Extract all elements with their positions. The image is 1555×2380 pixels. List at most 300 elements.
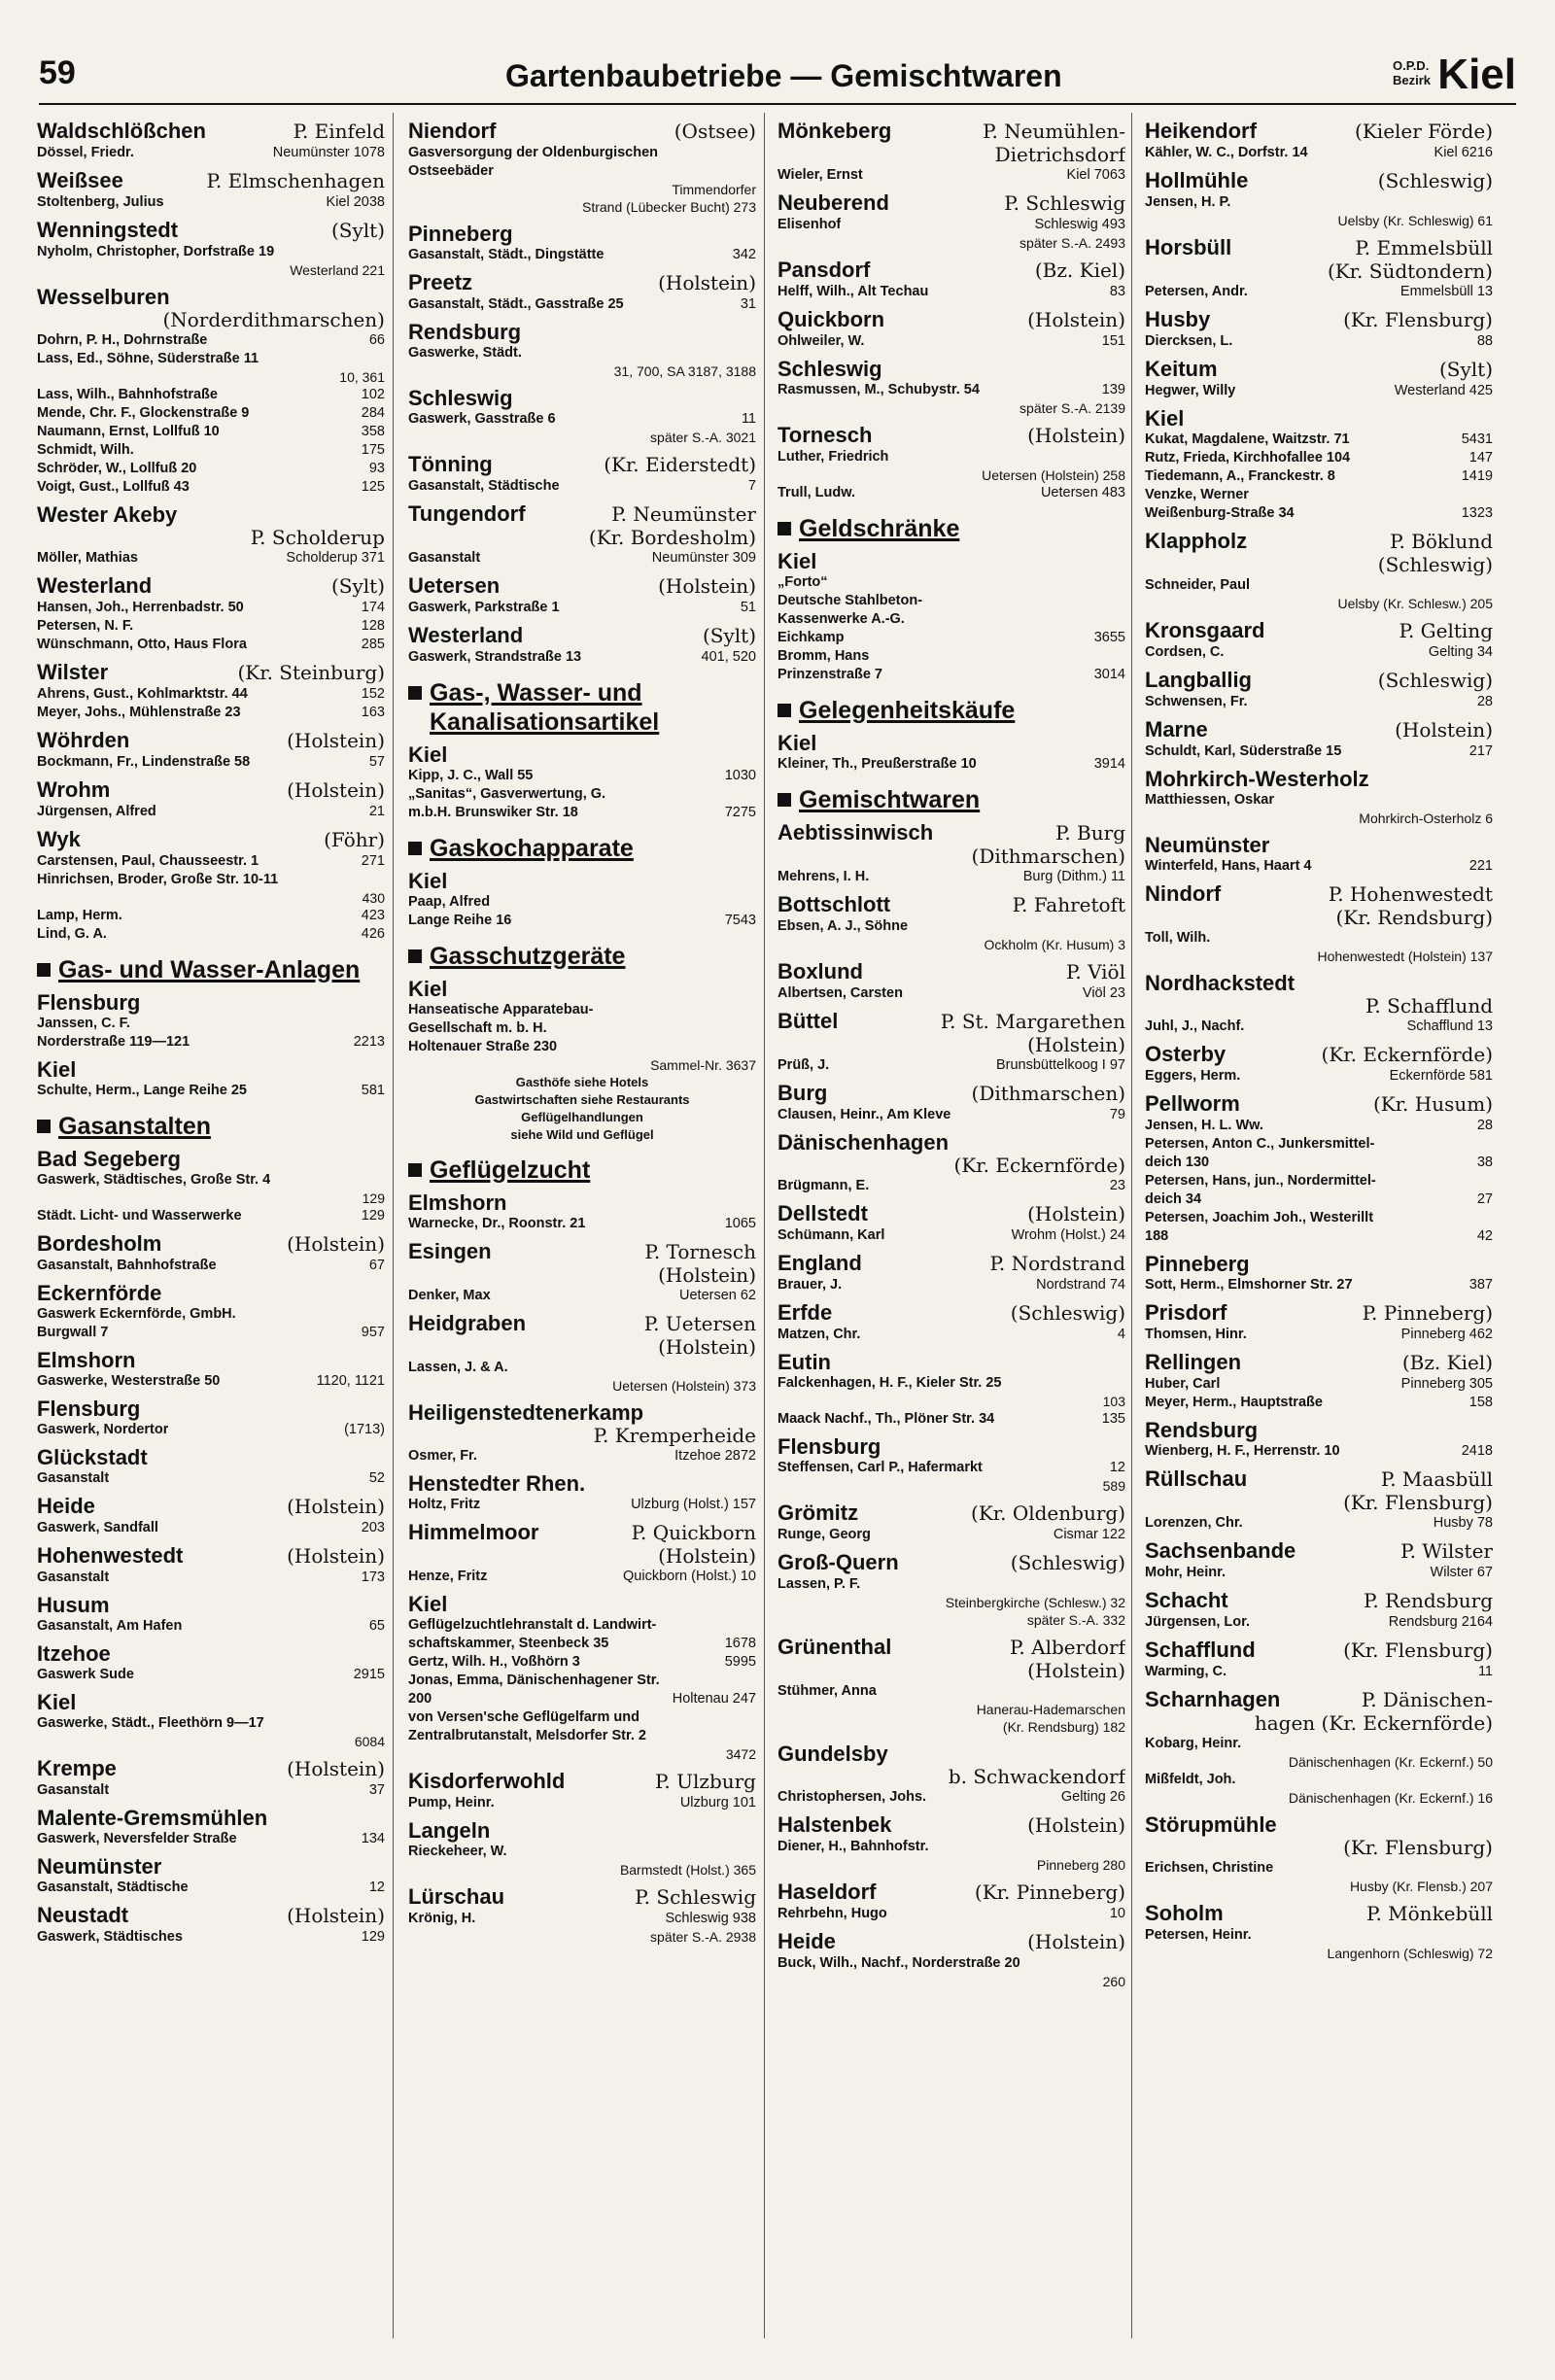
category-heading <box>37 1112 385 1141</box>
column-3 <box>778 113 1125 2348</box>
directory-entry <box>1145 504 1493 523</box>
entry-name: Gaswerk Eckernförde, GmbH. <box>37 1306 236 1322</box>
bullet-square-icon <box>778 704 791 717</box>
place-heading <box>1145 1418 1493 1442</box>
place-name: Pansdorf <box>778 258 871 282</box>
directory-entry <box>778 1788 1125 1807</box>
entry-name: Jürgensen, Lor. <box>1145 1614 1250 1630</box>
place-suffix: P. St. Margarethen <box>940 1010 1125 1033</box>
place-name: Wester Akeby <box>37 502 178 527</box>
entry-name: Juhl, J., Nachf. <box>1145 1018 1245 1034</box>
place-name: Wilster <box>37 660 109 684</box>
entry-phone: 128 <box>361 618 385 634</box>
directory-entry <box>1145 643 1493 662</box>
entry-phone: Holtenau 247 <box>672 1691 756 1707</box>
place-name: Aebtissinwisch <box>778 820 934 845</box>
entry-name: Holtenauer Straße 230 <box>408 1039 558 1054</box>
column-2 <box>408 113 756 2348</box>
entry-name: Zentralbrutanstalt, Melsdorfer Str. 2 <box>408 1728 646 1743</box>
place-suffix: (Kr. Steinburg) <box>237 661 385 684</box>
entry-continuation: Husby (Kr. Flensb.) 207 <box>1349 1879 1493 1894</box>
place-name: Schleswig <box>778 357 882 381</box>
entry-name: Gasanstalt, Städtische <box>37 1880 189 1895</box>
directory-entry <box>408 1653 756 1672</box>
directory-entry <box>1145 1442 1493 1461</box>
entry-phone: 7275 <box>724 805 756 820</box>
place-name: Erfde <box>778 1300 833 1325</box>
entry-phone: 125 <box>361 479 385 495</box>
directory-entry <box>1145 1190 1493 1209</box>
place-heading <box>1145 717 1493 742</box>
place-suffix: P. Einfeld <box>293 120 385 143</box>
directory-entry <box>37 907 385 925</box>
entry-name: Rieckeheer, W. <box>408 1844 507 1859</box>
place-heading <box>408 869 756 893</box>
entry-phone: 51 <box>740 600 756 615</box>
place-heading <box>37 660 385 685</box>
place-suffix: P. Nordstrand <box>989 1252 1125 1275</box>
directory-entry <box>778 1177 1125 1195</box>
place-heading <box>37 1348 385 1372</box>
entry-phone: 158 <box>1469 1395 1493 1410</box>
entry-phone: Cismar 122 <box>1053 1527 1125 1542</box>
directory-entry <box>1145 193 1493 212</box>
place-heading <box>1145 119 1493 144</box>
place-name: Kiel <box>408 742 448 767</box>
place-heading <box>778 1812 1125 1838</box>
place-suffix: (Kieler Förde) <box>1355 120 1493 143</box>
directory-entry <box>408 804 756 822</box>
place-heading <box>37 285 385 309</box>
place-heading <box>37 1543 385 1569</box>
directory-entry <box>408 1616 756 1635</box>
directory-entry <box>778 592 1125 610</box>
place-suffix: (Holstein) <box>287 1904 385 1927</box>
directory-entry <box>408 1843 756 1861</box>
place-name: Krempe <box>37 1756 117 1780</box>
place-heading <box>408 452 756 477</box>
place-heading <box>37 1231 385 1257</box>
category-title: Gaskochapparate <box>430 835 634 862</box>
directory-entry <box>37 636 385 654</box>
place-name: Wenningstedt <box>37 218 179 242</box>
place-name: Heidgraben <box>408 1311 527 1335</box>
entry-phone: 28 <box>1476 694 1493 709</box>
bullet-square-icon <box>408 949 422 963</box>
place-name: Gundelsby <box>778 1742 888 1766</box>
place-name: Husby <box>1145 307 1211 331</box>
entry-phone: 27 <box>1476 1191 1493 1207</box>
entry-name: Städt. Licht- und Wasserwerke <box>37 1208 242 1224</box>
directory-entry <box>37 1257 385 1275</box>
entry-name: Kukat, Magdalene, Waitzstr. 71 <box>1145 431 1350 447</box>
directory-entry <box>408 912 756 930</box>
category-title: Geldschränke <box>799 515 960 542</box>
directory-entry <box>1145 929 1493 948</box>
entry-name: Rasmussen, M., Schubystr. 54 <box>778 382 980 397</box>
place-suffix: (Kr. Eiderstedt) <box>604 453 756 476</box>
place-subline: (Holstein) <box>658 1335 756 1359</box>
place-heading <box>778 1350 1125 1374</box>
entry-name: Schmidt, Wilh. <box>37 442 134 458</box>
place-subline: Dietrichsdorf <box>994 143 1125 166</box>
place-suffix: (Holstein) <box>658 271 756 294</box>
place-suffix: (Holstein) <box>287 1757 385 1780</box>
entry-continuation: 103 <box>1102 1394 1125 1409</box>
directory-entry <box>778 1526 1125 1544</box>
entry-name: Maack Nachf., Th., Plöner Str. 34 <box>778 1411 995 1427</box>
entry-name: Petersen, Anton C., Junkersmittel- <box>1145 1136 1375 1152</box>
directory-entry <box>37 1015 385 1033</box>
place-subline: (Dithmarschen) <box>971 845 1125 868</box>
directory-entry <box>1145 1514 1493 1533</box>
place-name: Lürschau <box>408 1884 505 1909</box>
directory-entry <box>37 441 385 460</box>
place-heading <box>778 307 1125 332</box>
directory-entry <box>778 1954 1125 1973</box>
directory-entry <box>408 162 756 181</box>
directory-entry <box>1145 1663 1493 1681</box>
entry-name: Jensen, H. L. Ww. <box>1145 1118 1263 1133</box>
entry-name: 200 <box>408 1691 432 1707</box>
entry-name: Weißenburg-Straße 34 <box>1145 505 1295 521</box>
place-name: Glückstadt <box>37 1445 148 1469</box>
place-suffix: P. Quickborn <box>631 1521 756 1544</box>
entry-name: Henze, Fritz <box>408 1569 488 1584</box>
directory-entry <box>408 1038 756 1056</box>
entry-continuation: Uetersen (Holstein) 373 <box>612 1378 756 1394</box>
entry-name: Warming, C. <box>1145 1664 1227 1679</box>
directory-entry <box>1145 1135 1493 1154</box>
entry-name: Kassenwerke A.-G. <box>778 611 905 627</box>
entry-phone: 23 <box>1109 1178 1125 1193</box>
entry-phone: 88 <box>1476 333 1493 349</box>
entry-phone: Uetersen 62 <box>679 1288 756 1303</box>
entry-name: Gaswerke, Westerstraße 50 <box>37 1373 221 1389</box>
directory-entry <box>37 1781 385 1800</box>
directory-entry <box>408 893 756 912</box>
entry-phone: 217 <box>1469 743 1493 759</box>
entry-name: Paap, Alfred <box>408 894 491 910</box>
entry-phone: Burg (Dithm.) 11 <box>1022 869 1125 884</box>
entry-name: Gaswerk, Nordertor <box>37 1422 169 1437</box>
place-name: Waldschlößchen <box>37 119 206 143</box>
directory-entry <box>37 549 385 568</box>
directory-entry <box>778 484 1125 502</box>
place-heading <box>778 1251 1125 1276</box>
place-heading <box>778 119 1125 144</box>
category-title: Gasschutzgeräte <box>430 943 626 970</box>
category-title: Gas- und Wasser-Anlagen <box>58 956 361 983</box>
directory-entry <box>778 647 1125 666</box>
entry-name: Gaswerk, Strandstraße 13 <box>408 649 582 665</box>
bullet-square-icon <box>778 793 791 807</box>
directory-entry <box>778 573 1125 592</box>
place-name: Bordesholm <box>37 1231 162 1256</box>
directory-entry <box>1145 144 1493 162</box>
place-suffix: (Holstein) <box>1027 424 1125 447</box>
place-suffix: P. Schleswig <box>635 1885 756 1909</box>
entry-phone: 3655 <box>1093 630 1125 645</box>
directory-entry <box>408 1496 756 1514</box>
directory-entry <box>37 1714 385 1733</box>
entry-name: Gasanstalt <box>37 1782 110 1798</box>
directory-entry <box>37 617 385 636</box>
column-divider <box>764 113 765 2338</box>
entry-continuation: Strand (Lübecker Bucht) 273 <box>582 199 756 215</box>
entry-name: Geflügelzuchtlehranstalt d. Landwirt- <box>408 1617 657 1633</box>
place-name: Rendsburg <box>408 320 522 344</box>
directory-entry <box>37 871 385 889</box>
place-subline: (Kr. Eckernförde) <box>953 1154 1125 1177</box>
place-suffix: P. Fahretoft <box>1012 893 1125 916</box>
entry-phone: 175 <box>361 442 385 458</box>
entry-continuation: später S.-A. 2139 <box>1019 400 1125 416</box>
entry-phone: 129 <box>361 1929 385 1945</box>
entry-name: Gaswerke, Städt., Fleethörn 9—17 <box>37 1715 264 1731</box>
cross-reference: Geflügelhandlungen <box>521 1110 643 1124</box>
entry-name: Carstensen, Paul, Chausseestr. 1 <box>37 853 259 869</box>
entry-name: deich 130 <box>1145 1155 1210 1170</box>
directory-entry <box>37 386 385 404</box>
place-name: Flensburg <box>37 1397 141 1421</box>
place-name: Störupmühle <box>1145 1812 1277 1837</box>
place-suffix: (Bz. Kiel) <box>1034 259 1125 282</box>
entry-name: Lorenzen, Chr. <box>1145 1515 1243 1531</box>
place-name: Schacht <box>1145 1588 1228 1612</box>
place-heading <box>37 502 385 527</box>
entry-name: Brauer, J. <box>778 1277 843 1293</box>
entry-continuation: 10, 361 <box>339 369 385 385</box>
place-name: Hollmühle <box>1145 168 1249 192</box>
directory-entry <box>1145 1375 1493 1394</box>
directory-entry <box>778 1276 1125 1294</box>
place-name: Kiel <box>408 869 448 893</box>
directory-entry <box>1145 1394 1493 1412</box>
place-name: Neumünster <box>37 1854 162 1879</box>
entry-name: Tiedemann, A., Franckestr. 8 <box>1145 468 1335 484</box>
place-suffix: P. Mönkebüll <box>1366 1902 1493 1925</box>
cross-reference: Gasthöfe siehe Hotels <box>515 1075 649 1089</box>
entry-phone: 3014 <box>1093 667 1125 682</box>
entry-continuation: Uelsby (Kr. Schleswig) 61 <box>1337 213 1493 228</box>
entry-name: Rehrbehn, Hugo <box>778 1906 887 1921</box>
entry-continuation: Uetersen (Holstein) 258 <box>982 467 1125 483</box>
place-suffix: (Holstein) <box>287 1232 385 1256</box>
directory-entry <box>1145 857 1493 876</box>
entry-name: Huber, Carl <box>1145 1376 1221 1392</box>
place-suffix: (Holstein) <box>287 729 385 752</box>
directory-entry <box>778 381 1125 399</box>
entry-name: Dohrn, P. H., Dohrnstraße <box>37 332 208 348</box>
place-name: Flensburg <box>37 990 141 1015</box>
place-heading <box>37 1903 385 1928</box>
directory-entry <box>37 753 385 772</box>
entry-phone: 102 <box>361 387 385 402</box>
place-heading <box>778 258 1125 283</box>
directory-entry <box>408 1690 756 1708</box>
place-suffix: (Holstein) <box>1027 308 1125 331</box>
directory-entry <box>1145 1859 1493 1878</box>
entry-name: Naumann, Ernst, Lollfuß 10 <box>37 424 220 439</box>
directory-entry <box>37 423 385 441</box>
place-name: Kiel <box>1145 406 1185 431</box>
place-suffix: P. Tornesch <box>644 1240 756 1263</box>
place-heading <box>408 1471 756 1496</box>
entry-phone: Pinneberg 462 <box>1400 1327 1493 1342</box>
place-suffix: P. Neumünster <box>611 502 756 526</box>
place-name: Pinneberg <box>408 222 513 246</box>
bullet-square-icon <box>408 1163 422 1177</box>
place-heading <box>1145 406 1493 431</box>
directory-entry <box>408 1359 756 1377</box>
entry-phone: 11 <box>741 411 756 427</box>
entry-name: Denker, Max <box>408 1288 491 1303</box>
entry-name: Warnecke, Dr., Roonstr. 21 <box>408 1216 586 1231</box>
entry-name: Stoltenberg, Julius <box>37 194 164 210</box>
place-name: Westerland <box>37 573 153 598</box>
directory-entry <box>37 1171 385 1190</box>
entry-name: Kobarg, Heinr. <box>1145 1736 1242 1751</box>
entry-name: Meyer, Johs., Mühlenstraße 23 <box>37 705 241 720</box>
entry-name: Lass, Ed., Söhne, Süderstraße 11 <box>37 351 259 366</box>
entry-name: Schwensen, Fr. <box>1145 694 1248 709</box>
entry-continuation: Mohrkirch-Osterholz 6 <box>1359 811 1493 826</box>
directory-entry <box>408 767 756 785</box>
entry-name: Gaswerk, Sandfall <box>37 1520 158 1535</box>
place-name: Kiel <box>408 977 448 1001</box>
directory-entry <box>778 166 1125 185</box>
place-name: Neustadt <box>37 1903 129 1927</box>
place-name: Soholm <box>1145 1901 1224 1925</box>
entry-phone: 42 <box>1476 1228 1493 1244</box>
place-heading <box>408 270 756 295</box>
entry-name: Mohr, Heinr. <box>1145 1565 1226 1580</box>
entry-name: Petersen, Hans, jun., Nordermittel- <box>1145 1173 1376 1189</box>
entry-phone: 1419 <box>1461 468 1493 484</box>
entry-phone: Kiel 2038 <box>326 194 385 210</box>
place-name: Himmelmoor <box>408 1520 539 1544</box>
entry-name: Petersen, Joachim Joh., Westerillt <box>1145 1210 1374 1225</box>
place-name: Heiligenstedtenerkamp <box>408 1400 644 1425</box>
place-suffix: (Holstein) <box>287 778 385 802</box>
place-name: Tungendorf <box>408 501 526 526</box>
entry-continuation: 430 <box>362 890 385 906</box>
entry-phone: 67 <box>368 1258 385 1273</box>
directory-entry <box>1145 1276 1493 1294</box>
category-title: Gelegenheitskäufe <box>799 697 1016 724</box>
place-name: Malente-Gremsmühlen <box>37 1806 268 1830</box>
entry-phone: 284 <box>361 405 385 421</box>
directory-entry <box>37 1207 385 1225</box>
place-suffix: (Kr. Eckernförde) <box>1321 1043 1493 1066</box>
place-suffix: P. Emmelsbüll <box>1355 236 1493 259</box>
place-name: Esingen <box>408 1239 492 1263</box>
directory-entry <box>408 144 756 162</box>
place-heading <box>37 1494 385 1519</box>
entry-phone: 134 <box>361 1831 385 1846</box>
entry-name: Lass, Wilh., Bahnhofstraße <box>37 387 218 402</box>
place-heading <box>408 742 756 767</box>
place-heading <box>778 959 1125 984</box>
place-name: Itzehoe <box>37 1641 111 1666</box>
directory-entry <box>37 1033 385 1052</box>
entry-phone: 163 <box>361 705 385 720</box>
entry-name: Gertz, Wilh. H., Voßhörn 3 <box>408 1654 580 1670</box>
entry-phone: (1713) <box>344 1422 385 1437</box>
entry-name: Schuldt, Karl, Süderstraße 15 <box>1145 743 1342 759</box>
place-name: Mönkeberg <box>778 119 892 143</box>
place-heading <box>1145 1538 1493 1564</box>
entry-phone: 5431 <box>1461 431 1493 447</box>
directory-entry <box>37 350 385 368</box>
entry-name: Clausen, Heinr., Am Kleve <box>778 1107 951 1122</box>
place-name: Niendorf <box>408 119 497 143</box>
place-name: Haseldorf <box>778 1880 877 1904</box>
directory-entry <box>37 460 385 478</box>
entry-name: Gasanstalt, Am Hafen <box>37 1618 183 1634</box>
entry-name: Meyer, Herm., Hauptstraße <box>1145 1395 1323 1410</box>
place-heading <box>1145 767 1493 791</box>
entry-name: Gaswerk Sude <box>37 1667 134 1682</box>
place-name: Dellstedt <box>778 1201 868 1225</box>
place-heading <box>408 1818 756 1843</box>
place-heading <box>408 320 756 344</box>
directory-entry <box>408 549 756 568</box>
entry-name: Rutz, Frieda, Kirchhofallee 104 <box>1145 450 1351 466</box>
directory-entry <box>1145 1771 1493 1789</box>
place-heading <box>408 1592 756 1616</box>
place-subline: hagen (Kr. Eckernförde) <box>1254 1711 1493 1735</box>
directory-entry <box>408 246 756 264</box>
directory-entry <box>408 785 756 804</box>
place-name: Dänischenhagen <box>778 1130 950 1155</box>
place-suffix: P. Wilster <box>1400 1539 1493 1563</box>
place-name: Pellworm <box>1145 1091 1240 1116</box>
entry-continuation: Barmstedt (Holst.) 365 <box>619 1862 756 1878</box>
entry-name: Christophersen, Johs. <box>778 1789 927 1805</box>
directory-entry <box>1145 1227 1493 1246</box>
entry-name: Ohlweiler, W. <box>778 333 865 349</box>
directory-entry <box>37 1617 385 1636</box>
entry-phone: Ulzburg 101 <box>679 1795 756 1811</box>
entry-name: Trull, Ludw. <box>778 485 856 500</box>
entry-name: Voigt, Gust., Lollfuß 43 <box>37 479 190 495</box>
place-name: Heide <box>37 1494 95 1518</box>
entry-name: Erichsen, Christine <box>1145 1860 1274 1876</box>
directory-entry <box>778 868 1125 886</box>
directory-entry <box>1145 1209 1493 1227</box>
place-heading <box>37 1641 385 1666</box>
entry-name: Petersen, Heinr. <box>1145 1927 1252 1943</box>
place-heading <box>778 1742 1125 1766</box>
place-suffix: P. Pinneberg) <box>1362 1301 1493 1325</box>
place-subline: (Kr. Bordesholm) <box>588 526 756 549</box>
entry-phone: 28 <box>1476 1118 1493 1133</box>
directory-entry <box>408 1447 756 1466</box>
entry-name: Prüß, J. <box>778 1057 830 1073</box>
entry-continuation: Timmendorfer <box>672 182 756 197</box>
place-heading <box>37 218 385 243</box>
place-heading <box>778 731 1125 755</box>
place-heading <box>408 1769 756 1794</box>
entry-name: Krönig, H. <box>408 1911 476 1926</box>
directory-entry <box>408 1794 756 1812</box>
place-name: Rendsburg <box>1145 1418 1259 1442</box>
entry-phone: Emmelsbüll 13 <box>1400 284 1493 299</box>
directory-entry <box>37 1519 385 1537</box>
place-heading <box>778 892 1125 917</box>
